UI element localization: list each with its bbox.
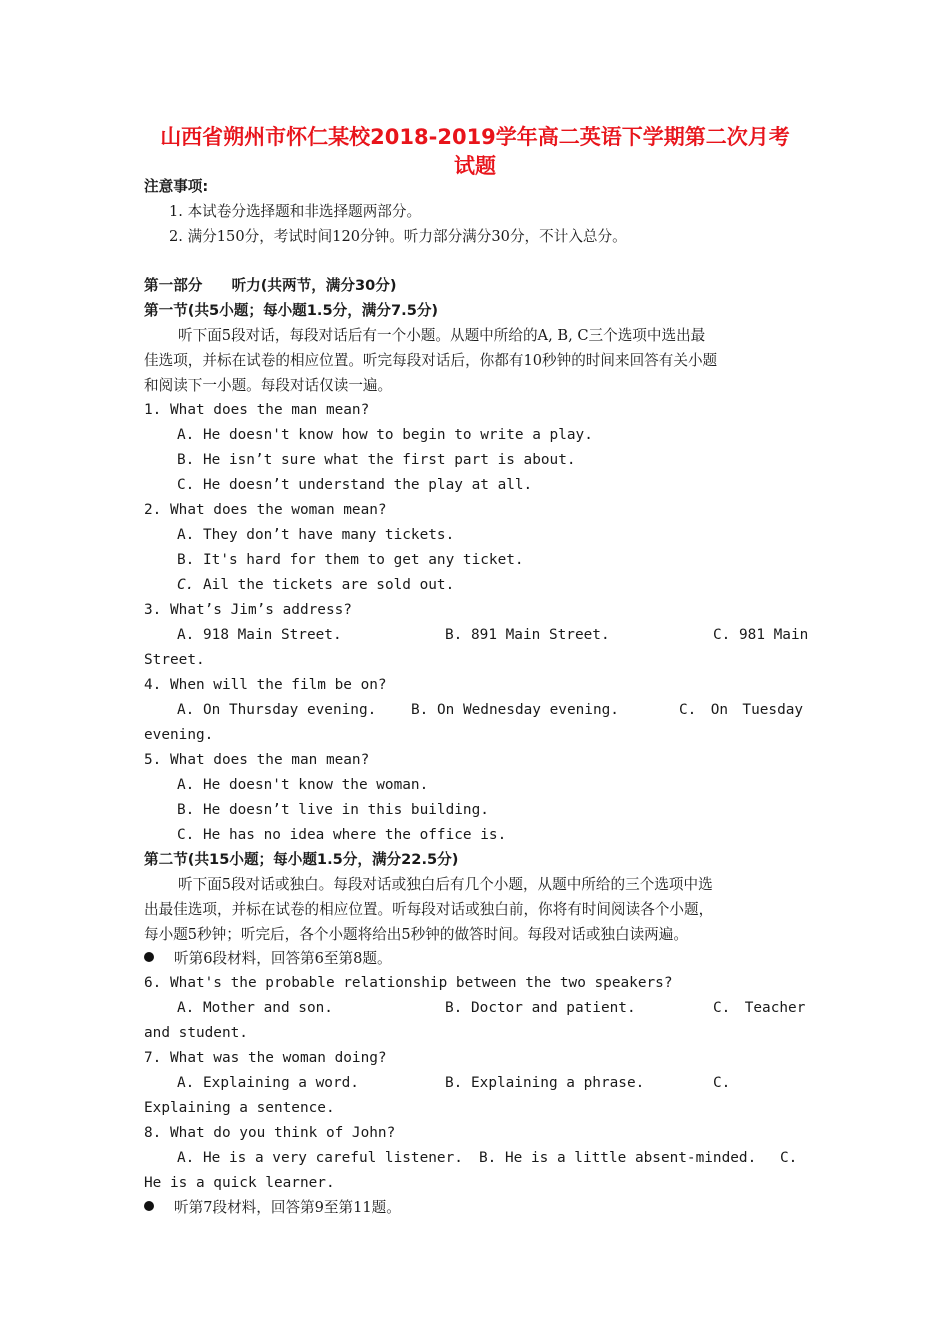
bullet-item-1: [144, 946, 392, 971]
notice-item-2: 2. 满分150分，考试时间120分钟。听力部分满分30分，不计入总分。: [169, 228, 627, 245]
section1-heading: 第一节(共5小题；每小题1.5分，满分7.5分): [144, 302, 439, 319]
title-line-2: 试题: [454, 154, 496, 178]
question-3-option-a: A. 918 Main Street.: [177, 627, 342, 643]
bullet-icon: [144, 952, 154, 962]
question-2-option-c: [177, 573, 454, 598]
section2-heading: 第二节(共15小题；每小题1.5分，满分22.5分): [144, 851, 459, 868]
question-7-stem: 7. What was the woman doing?: [144, 1050, 387, 1066]
question-7-option-c: C.: [713, 1075, 731, 1091]
question-6-option-b: B. Doctor and patient.: [445, 1000, 636, 1016]
bullet-text: 听第7段材料，回答第9至第11题。: [174, 1199, 401, 1216]
notice-item-1: 1. 本试卷分选择题和非选择题两部分。: [169, 203, 422, 220]
question-6-option-c: C. Teacher: [713, 1000, 806, 1016]
question-5-stem: 5. What does the man mean?: [144, 752, 370, 768]
bullet-item-2: [144, 1195, 401, 1220]
question-3-option-c: C. 981 Main: [713, 627, 809, 643]
notice-heading: 注意事项:: [144, 178, 209, 195]
section2-intro-line-1: 听下面5段对话或独白。每段对话或独白后有几个小题，从题中所给的三个选项中选: [178, 876, 713, 893]
question-7-option-a: A. Explaining a word.: [177, 1075, 359, 1091]
question-4-stem: 4. When will the film be on?: [144, 677, 387, 693]
question-8-stem: 8. What do you think of John?: [144, 1125, 396, 1141]
question-8-option-a: A. He is a very careful listener.: [177, 1150, 463, 1166]
section1-intro-line-3: 和阅读下一小题。每段对话仅读一遍。: [144, 377, 393, 394]
question-4-option-a: A. On Thursday evening.: [177, 702, 377, 718]
question-5-option-b: B. He doesn’t live in this building.: [177, 802, 489, 818]
title-line-1: 山西省朔州市怀仁某校2018-2019学年高二英语下学期第二次月考: [160, 125, 790, 149]
section1-intro-line-1: 听下面5段对话，每段对话后有一个小题。从题中所给的A, B, C三个选项中选出最: [178, 327, 706, 344]
question-1-option-b: B. He isn’t sure what the first part is about.: [177, 452, 576, 468]
question-7-option-b: B. Explaining a phrase.: [445, 1075, 645, 1091]
section1-intro-line-2: 佳选项，并标在试卷的相应位置。听完每段对话后，你都有10秒钟的时间来回答有关小题: [144, 352, 718, 369]
document-title: [140, 123, 810, 181]
question-2-option-c-text: Ail the tickets are sold out.: [203, 577, 455, 593]
question-4-option-c-continued: evening.: [144, 727, 214, 743]
question-3-stem: 3. What’s Jim’s address?: [144, 602, 352, 618]
part1-heading: 第一部分 听力(共两节，满分30分): [144, 277, 397, 294]
question-8-option-b: B. He is a little absent-minded.: [479, 1150, 757, 1166]
question-8-option-c: C.: [780, 1150, 798, 1166]
question-3-option-b: B. 891 Main Street.: [445, 627, 610, 643]
question-2-stem: 2. What does the woman mean?: [144, 502, 387, 518]
question-7-option-c-continued: Explaining a sentence.: [144, 1100, 335, 1116]
question-6-option-a: A. Mother and son.: [177, 1000, 333, 1016]
bullet-icon: [144, 1201, 154, 1211]
question-2-option-a: A. They don’t have many tickets.: [177, 527, 455, 543]
question-6-option-c-continued: and student.: [144, 1025, 248, 1041]
bullet-text: 听第6段材料，回答第6至第8题。: [174, 950, 392, 967]
question-2-option-b: B. It's hard for them to get any ticket.: [177, 552, 524, 568]
question-1-stem: 1. What does the man mean?: [144, 402, 370, 418]
question-4-option-c: C. On Tuesday: [679, 702, 804, 718]
question-5-option-a: A. He doesn't know the woman.: [177, 777, 429, 793]
question-1-option-a: A. He doesn't know how to begin to write a play.: [177, 427, 593, 443]
question-3-option-c-continued: Street.: [144, 652, 205, 668]
question-5-option-c: C. He has no idea where the office is.: [177, 827, 507, 843]
question-6-stem: 6. What's the probable relationship between the two speakers?: [144, 975, 673, 991]
section2-intro-line-3: 每小题5秒钟；听完后，各个小题将给出5秒钟的做答时间。每段对话或独白读两遍。: [144, 926, 688, 943]
question-1-option-c: C. He doesn’t understand the play at all.: [177, 477, 533, 493]
question-4-option-b: B. On Wednesday evening.: [411, 702, 619, 718]
section2-intro-line-2: 出最佳选项，并标在试卷的相应位置。听每段对话或独白前，你将有时间阅读各个小题，: [144, 901, 714, 918]
question-2-option-c-letter: C.: [177, 577, 195, 593]
question-8-option-c-continued: He is a quick learner.: [144, 1175, 335, 1191]
